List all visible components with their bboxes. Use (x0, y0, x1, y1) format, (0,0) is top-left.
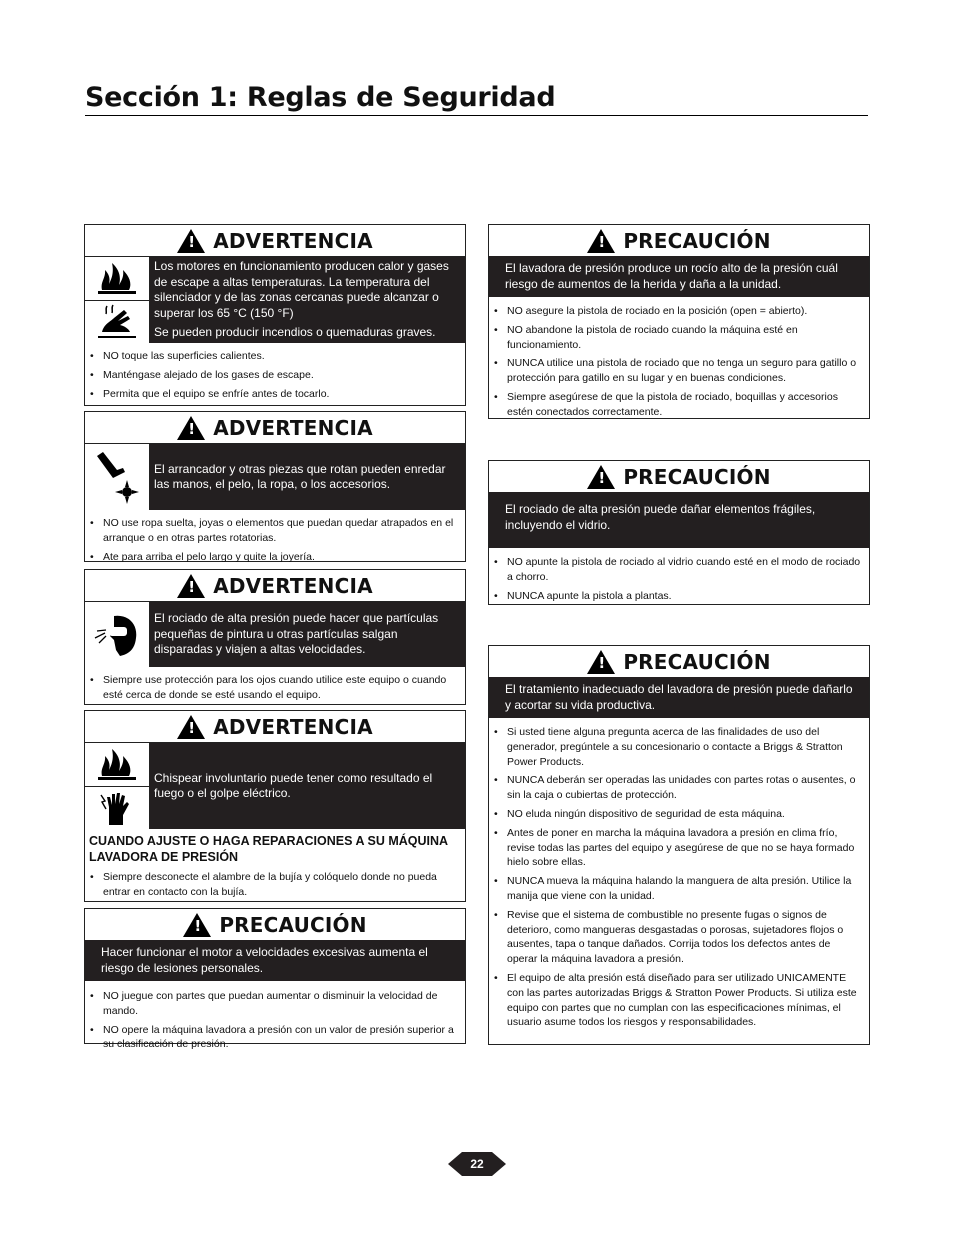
alert-triangle-icon: ! (177, 715, 205, 739)
hazard-band (489, 256, 869, 297)
list-item: • Ate para arriba el pelo largo y quite la joyería. (103, 550, 459, 565)
warning-rotating-parts (84, 411, 466, 562)
list-item: • NUNCA deberán ser operadas las unidades con partes rotas o ausentes, o sin la caja o cubiertas de protección. (507, 773, 863, 803)
list-item: • NUNCA apunte la pistola a plantas. (507, 589, 863, 604)
alert-triangle-icon: ! (587, 229, 615, 253)
list-item: • NO eluda ningún dispositivo de seguridad de esta máquina. (507, 807, 863, 822)
page-number-badge (448, 1151, 506, 1177)
instruction-list (85, 510, 465, 569)
hazard-band (489, 492, 869, 548)
signal-word: PRECAUCIÓN (623, 649, 771, 674)
hazard-text (150, 602, 465, 667)
page-title: Sección 1: Reglas de Seguridad (85, 82, 868, 116)
instruction-list (489, 718, 869, 1035)
hazard-icons (85, 257, 150, 343)
list-item: • Siempre asegúrese de que la pistola de rociado, boquillas y accesorios estén conectados correctamente. (507, 390, 863, 420)
hazard-icons (85, 444, 150, 510)
hazard-band (85, 257, 465, 343)
warning-hot-exhaust (84, 224, 466, 406)
list-item: • Si usted tiene alguna pregunta acerca de las finalidades de uso del generador, pregúntele a su concesionario o contacte a Briggs & Stratton Power Products. (507, 725, 863, 769)
list-item: • Permita que el equipo se enfríe antes de tocarlo. (103, 387, 459, 402)
hazard-description: Los motores en funcionamiento producen calor y gases de escape a altas temperaturas. La temperatura del silenciador y de las zonas cercanas puede alcanzar o superar los 65 °C (150 °F) (154, 259, 449, 320)
list-item: • NO abandone la pistola de rociado cuando la máquina esté en funcionamiento. (507, 323, 863, 353)
hazard-description: El arrancador y otras piezas que rotan pueden enredar las manos, el pelo, la ropa, o los accesorios. (154, 461, 446, 491)
warning-header (85, 225, 465, 257)
rotating-parts-entanglement-icon (85, 444, 149, 510)
warning-flying-particles (84, 569, 466, 705)
list-item: • NUNCA utilice una pistola de rociado que no tenga un seguro para gatillo o protección para gatillo en su lugar y en buenas condiciones. (507, 356, 863, 386)
warning-sparking (84, 710, 466, 902)
section-subheading: CUANDO AJUSTE O HAGA REPARACIONES A SU MÁQUINA LAVADORA DE PRESIÓN (89, 834, 448, 864)
list-item: • NO apunte la pistola de rociado al vidrio cuando esté en el modo de rociado a chorro. (507, 555, 863, 585)
caution-header (489, 646, 869, 677)
list-item: • Revise que el sistema de combustible no presente fugas o signos de deterioro, como mangueras desgastadas o porosas, sujetadores flojos o ausentes, tapa o tanque dañados. Corrija todos los defectos antes de operar la máquina lavadora a presión. (507, 908, 863, 967)
instruction-list (489, 297, 869, 425)
list-item: • Manténgase alejado de los gases de escape. (103, 368, 459, 383)
signal-word: PRECAUCIÓN (623, 464, 771, 489)
list-item: • Siempre use protección para los ojos cuando utilice este equipo o cuando esté cerca de donde se esté usando el equipo. (103, 673, 459, 703)
list-item: • El equipo de alta presión está diseñado para ser utilizado UNICAMENTE con las partes autorizadas Briggs & Stratton Power Products. Si utiliza este equipo con partes que no cumplan con las especificaciones mínimas, el usuario asume todos los riesgos y responsabilidades. (507, 971, 863, 1030)
warning-header (85, 711, 465, 743)
hazard-text (150, 743, 465, 829)
hazard-band (489, 677, 869, 718)
signal-word: ADVERTENCIA (213, 228, 373, 253)
list-item: • NO toque las superficies calientes. (103, 349, 459, 364)
list-item: • NUNCA mueva la máquina halando la manguera de alta presión. Utilice la manija que viene con la unidad. (507, 874, 863, 904)
hazard-band (85, 444, 465, 510)
signal-word: PRECAUCIÓN (623, 228, 771, 253)
hazard-description: El rociado de alta presión puede dañar elementos frágiles, incluyendo el vidrio. (505, 502, 816, 532)
warning-header (85, 570, 465, 602)
caution-overspeed (84, 908, 466, 1051)
hazard-band (85, 602, 465, 667)
instruction-list (85, 667, 465, 708)
list-item: • NO asegure la pistola de rociado en la posición (open = abierto). (507, 304, 863, 319)
list-item: • NO juegue con partes que puedan aumentar o disminuir la velocidad de mando. (103, 989, 459, 1019)
alert-triangle-icon: ! (587, 465, 615, 489)
instruction-list (85, 343, 465, 406)
instruction-list (489, 548, 869, 608)
caution-header (489, 461, 869, 492)
eye-protection-icon (85, 602, 149, 667)
alert-triangle-icon: ! (183, 913, 211, 937)
list-item: • NO use ropa suelta, joyas o elementos que puedan quedar atrapados en el arranque o en otras partes rotatorias. (103, 516, 459, 546)
instruction-list (85, 865, 465, 905)
caution-header (489, 225, 869, 256)
hazard-text (150, 257, 465, 343)
hazard-description: El lavadora de presión produce un rocío alto de la presión cuál riesgo de aumentos de la herida y daña a la unidad. (505, 261, 838, 291)
signal-word: ADVERTENCIA (213, 573, 373, 598)
caution-fragile-items (488, 460, 870, 605)
caution-improper-treatment (488, 645, 870, 1045)
list-item: • NO opere la máquina lavadora a presión con un valor de presión superior a su clasificación de presión. (103, 1023, 459, 1053)
instruction-list (85, 981, 465, 1057)
electric-shock-hand-icon (85, 787, 149, 830)
hazard-description: El rociado de alta presión puede hacer que partículas pequeñas de pintura u otras partículas salgan disparadas y viajen a altas velocidades. (154, 611, 439, 657)
hazard-text (150, 444, 465, 510)
signal-word: ADVERTENCIA (213, 415, 373, 440)
signal-word: ADVERTENCIA (213, 714, 373, 739)
fire-icon (85, 257, 149, 301)
hazard-band (85, 940, 465, 981)
hot-surface-burn-icon (85, 301, 149, 344)
fire-icon (85, 743, 149, 787)
signal-word: PRECAUCIÓN (219, 912, 367, 937)
alert-triangle-icon: ! (587, 650, 615, 674)
hazard-description: El tratamiento inadecuado del lavadora de presión puede dañarlo y acortar su vida productiva. (505, 682, 853, 712)
hazard-icons (85, 602, 150, 667)
hazard-icons (85, 743, 150, 829)
caution-spray-gun (488, 224, 870, 419)
hazard-consequence: Se pueden producir incendios o quemaduras graves. (154, 325, 436, 340)
caution-header (85, 909, 465, 940)
alert-triangle-icon: ! (177, 229, 205, 253)
alert-triangle-icon: ! (177, 574, 205, 598)
alert-triangle-icon: ! (177, 416, 205, 440)
warning-header (85, 412, 465, 444)
list-item: • Antes de poner en marcha la máquina lavadora a presión en clima frío, revise todas las partes del equipo y asegúrese de que no se haya formado hielo sobre ellas. (507, 826, 863, 870)
hazard-band (85, 743, 465, 829)
hazard-description: Hacer funcionar el motor a velocidades excesivas aumenta el riesgo de lesiones personales. (101, 945, 428, 975)
list-item: • Siempre desconecte el alambre de la bujía y colóquelo donde no pueda entrar en contacto con la bujía. (103, 870, 459, 900)
hazard-description: Chispear involuntario puede tener como resultado el fuego o el golpe eléctrico. (154, 770, 433, 800)
page-number: 22 (470, 1157, 484, 1171)
